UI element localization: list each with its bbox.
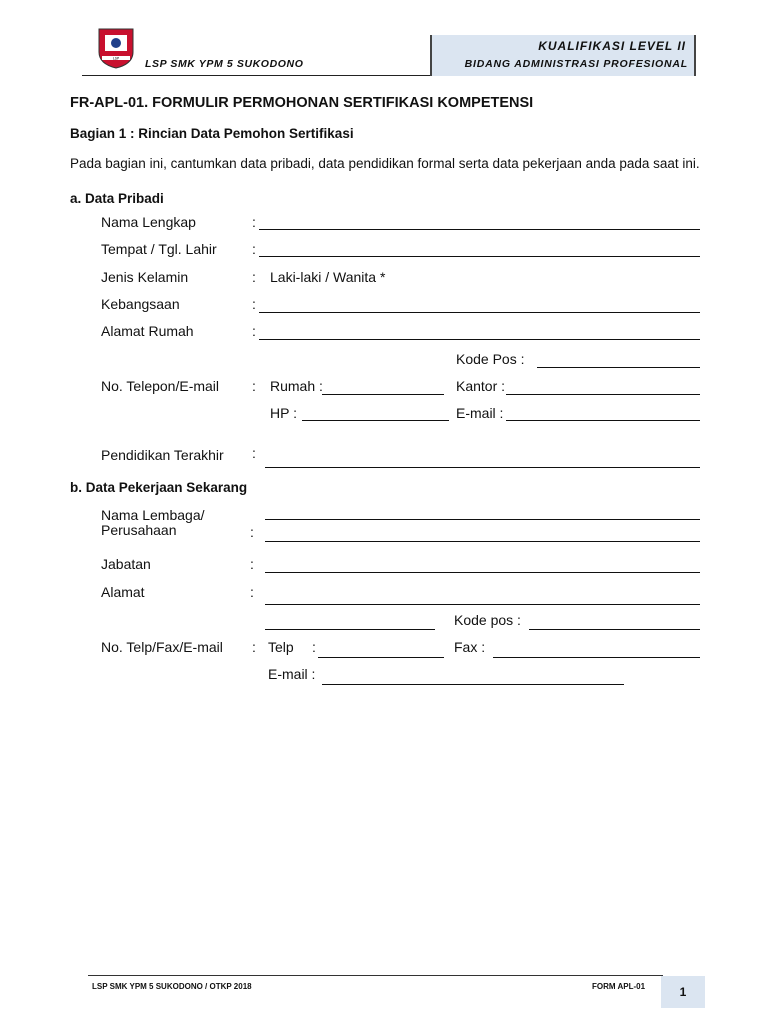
colon: : bbox=[252, 241, 256, 257]
colon: : bbox=[252, 214, 256, 230]
work-address-field-2[interactable] bbox=[265, 629, 435, 630]
birth-label: Tempat / Tgl. Lahir bbox=[101, 241, 217, 257]
work-contact-label: No. Telp/Fax/E-mail bbox=[101, 639, 223, 655]
home-phone-label: Rumah : bbox=[270, 378, 323, 394]
colon: : bbox=[252, 323, 256, 339]
birth-field[interactable] bbox=[259, 256, 700, 257]
work-postal-code-field[interactable] bbox=[529, 629, 700, 630]
postal-code-label: Kode Pos : bbox=[456, 351, 525, 367]
colon: : bbox=[250, 556, 254, 572]
qualification-box bbox=[430, 35, 696, 76]
office-phone-field[interactable] bbox=[506, 394, 700, 395]
colon: : bbox=[250, 584, 254, 600]
fax-label: Fax : bbox=[454, 639, 486, 655]
postal-code-field[interactable] bbox=[537, 367, 700, 368]
colon: : bbox=[250, 524, 254, 540]
work-address-label: Alamat bbox=[101, 584, 145, 600]
work-postal-code-label: Kode pos : bbox=[454, 612, 521, 628]
intro-text: Pada bagian ini, cantumkan data pribadi, data pendidikan formal serta data pekerjaan anda pada saat ini. bbox=[70, 156, 700, 171]
position-field[interactable] bbox=[265, 572, 700, 573]
lsp-logo bbox=[96, 26, 136, 70]
full-name-field[interactable] bbox=[259, 229, 700, 230]
nationality-field[interactable] bbox=[259, 312, 700, 313]
form-title: FR-APL-01. FORMULIR PERMOHONAN SERTIFIKASI KOMPETENSI bbox=[70, 95, 534, 111]
company-field-2[interactable] bbox=[265, 541, 700, 542]
email-field[interactable] bbox=[506, 420, 700, 421]
section-title: Bagian 1 : Rincian Data Pemohon Sertifikasi bbox=[70, 126, 354, 141]
work-email-label: E-mail : bbox=[268, 666, 316, 682]
gender-label: Jenis Kelamin bbox=[101, 269, 189, 285]
company-field-1[interactable] bbox=[265, 519, 700, 520]
footer-form-code: FORM APL-01 bbox=[592, 982, 646, 991]
work-address-field[interactable] bbox=[265, 604, 700, 605]
education-label: Pendidikan Terakhir bbox=[101, 447, 224, 463]
qualification-field: BIDANG ADMINISTRASI PROFESIONAL bbox=[464, 58, 688, 70]
footer-org: LSP SMK YPM 5 SUKODONO / OTKP 2018 bbox=[92, 982, 252, 991]
email-label: E-mail : bbox=[456, 405, 504, 421]
footer-rule bbox=[88, 975, 663, 976]
svg-text:LSP: LSP bbox=[112, 56, 120, 61]
telp-label: Telp bbox=[268, 639, 294, 655]
colon: : bbox=[252, 269, 256, 285]
mobile-label: HP : bbox=[270, 405, 297, 421]
gender-options[interactable]: Laki-laki / Wanita * bbox=[270, 269, 386, 285]
company-label-line2: Perusahaan bbox=[101, 522, 177, 538]
colon: : bbox=[312, 639, 316, 655]
personal-heading: a. Data Pribadi bbox=[70, 191, 164, 206]
qualification-level: KUALIFIKASI LEVEL II bbox=[538, 39, 686, 53]
position-label: Jabatan bbox=[101, 556, 151, 572]
home-phone-field[interactable] bbox=[322, 394, 444, 395]
education-field[interactable] bbox=[265, 467, 700, 468]
full-name-label: Nama Lengkap bbox=[101, 214, 196, 230]
telp-field[interactable] bbox=[318, 657, 444, 658]
nationality-label: Kebangsaan bbox=[101, 296, 180, 312]
home-address-field[interactable] bbox=[259, 339, 700, 340]
work-heading: b. Data Pekerjaan Sekarang bbox=[70, 480, 248, 495]
header-rule bbox=[82, 75, 434, 76]
work-email-field[interactable] bbox=[322, 684, 624, 685]
colon: : bbox=[252, 296, 256, 312]
colon: : bbox=[252, 378, 256, 394]
office-phone-label: Kantor : bbox=[456, 378, 506, 394]
colon: : bbox=[252, 639, 256, 655]
org-name: LSP SMK YPM 5 SUKODONO bbox=[145, 58, 304, 70]
mobile-field[interactable] bbox=[302, 420, 449, 421]
home-address-label: Alamat Rumah bbox=[101, 323, 194, 339]
phone-email-label: No. Telepon/E-mail bbox=[101, 378, 220, 394]
page-number: 1 bbox=[661, 976, 705, 1008]
fax-field[interactable] bbox=[493, 657, 700, 658]
colon: : bbox=[252, 445, 256, 461]
company-label-line1: Nama Lembaga/ bbox=[101, 507, 205, 523]
